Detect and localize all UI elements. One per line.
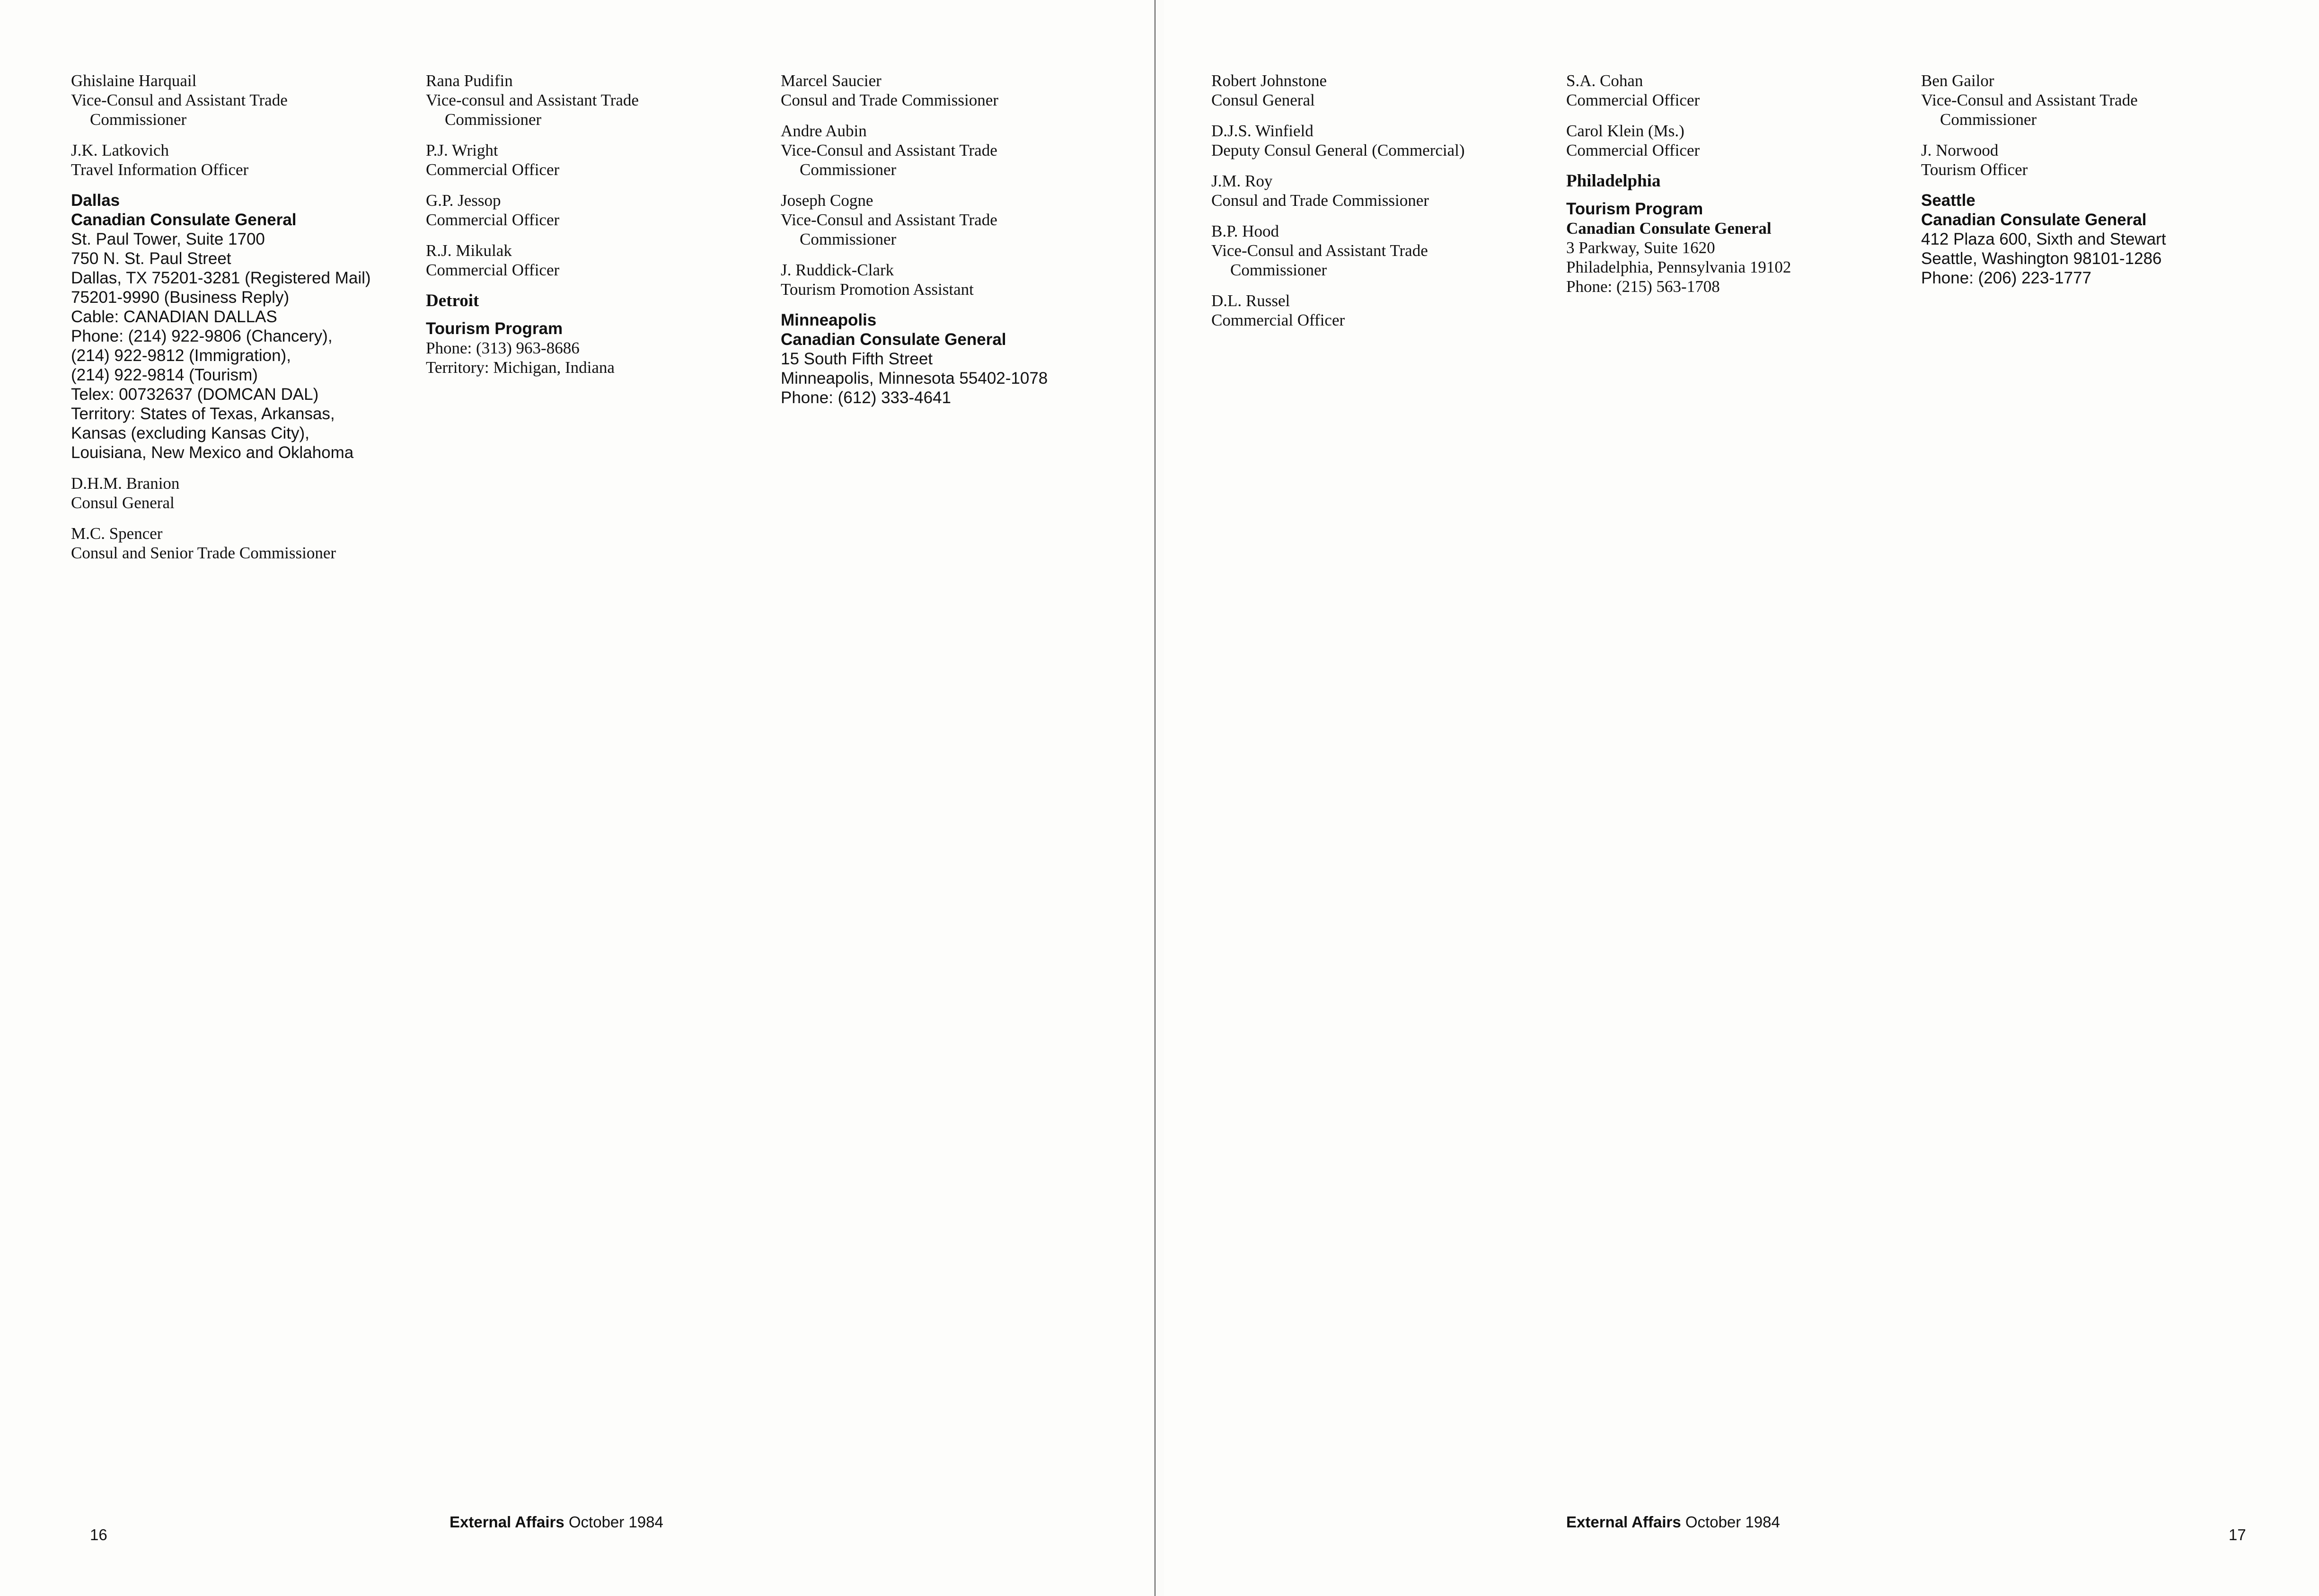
person-entry	[1211, 121, 1561, 160]
footer-date: October 1984	[1685, 1513, 1780, 1531]
entry-line: D.H.M. Branion	[71, 474, 180, 493]
entry-line: Dallas	[71, 191, 120, 210]
person-entry	[781, 191, 1131, 249]
office-entry	[781, 310, 1131, 407]
entry-line: Carol Klein (Ms.)	[1566, 122, 1684, 140]
office-entry	[426, 319, 776, 377]
person-entry	[71, 141, 421, 179]
entry-line: Ben Gailor	[1921, 71, 1994, 90]
entry-line: Commercial Officer	[426, 261, 560, 279]
footer-date: October 1984	[568, 1513, 663, 1531]
person-entry	[781, 121, 1131, 179]
entry-line: Vice-consul and Assistant Trade	[426, 91, 639, 109]
person-entry	[71, 71, 421, 129]
person-entry	[781, 260, 1131, 299]
entry-line: Louisiana, New Mexico and Oklahoma	[71, 443, 354, 462]
column-4	[1211, 71, 1561, 341]
entry-line: Commercial Officer	[1211, 311, 1345, 329]
entry-line: (214) 922-9812 (Immigration),	[71, 346, 291, 365]
person-entry	[1211, 291, 1561, 330]
section-heading	[1566, 171, 1916, 191]
entry-line: Commercial Officer	[1566, 141, 1700, 159]
entry-line: Vice-Consul and Assistant Trade	[1921, 91, 2138, 109]
office-entry	[71, 191, 421, 462]
person-entry	[1921, 141, 2271, 179]
entry-line: Territory: Michigan, Indiana	[426, 358, 615, 377]
entry-line: Canadian Consulate General	[781, 330, 1006, 349]
entry-line: Vice-Consul and Assistant Trade	[781, 211, 997, 229]
entry-line: Territory: States of Texas, Arkansas,	[71, 405, 335, 423]
entry-line: Deputy Consul General (Commercial)	[1211, 141, 1465, 159]
person-entry	[1566, 71, 1916, 110]
entry-line: Consul General	[1211, 91, 1315, 109]
entry-line: Tourism Program	[426, 319, 563, 338]
column-6	[1921, 71, 2271, 299]
page-number: 17	[2229, 1526, 2246, 1543]
office-entry	[1921, 191, 2271, 288]
entry-line: Seattle	[1921, 191, 1975, 210]
entry-line: Commissioner	[445, 110, 542, 129]
entry-line: Canadian Consulate General	[1921, 211, 2147, 229]
entry-line: P.J. Wright	[426, 141, 498, 159]
column-3	[781, 71, 1131, 419]
entry-line: Commissioner	[800, 230, 897, 248]
person-entry	[1211, 221, 1561, 280]
entry-line: Consul and Trade Commissioner	[1211, 191, 1429, 210]
entry-line: Vice-Consul and Assistant Trade	[71, 91, 288, 109]
entry-line: 15 South Fifth Street	[781, 350, 933, 368]
person-entry	[1566, 121, 1916, 160]
entry-line: 750 N. St. Paul Street	[71, 249, 231, 268]
entry-line: Commercial Officer	[1566, 91, 1700, 109]
entry-line: Detroit	[426, 291, 479, 310]
entry-line: Robert Johnstone	[1211, 71, 1327, 90]
left-page	[0, 0, 1155, 1596]
entry-line: 3 Parkway, Suite 1620	[1566, 238, 1715, 257]
person-entry	[71, 524, 421, 563]
entry-line: (214) 922-9814 (Tourism)	[71, 366, 258, 384]
entry-line: J. Norwood	[1921, 141, 1999, 159]
entry-line: Seattle, Washington 98101-1286	[1921, 249, 2162, 268]
entry-line: Commissioner	[1940, 110, 2037, 129]
person-entry	[1921, 71, 2271, 129]
entry-line: Phone: (206) 223-1777	[1921, 269, 2091, 287]
entry-line: Commissioner	[90, 110, 187, 129]
entry-line: Philadelphia	[1566, 171, 1661, 191]
person-entry	[71, 474, 421, 512]
entry-line: St. Paul Tower, Suite 1700	[71, 230, 265, 248]
entry-line: R.J. Mikulak	[426, 241, 512, 260]
entry-line: Phone: (612) 333-4641	[781, 388, 951, 407]
office-entry	[1566, 199, 1916, 296]
entry-line: Consul General	[71, 494, 175, 512]
entry-line: Cable: CANADIAN DALLAS	[71, 308, 277, 326]
entry-line: Philadelphia, Pennsylvania 19102	[1566, 258, 1791, 276]
footer-title: External Affairs	[1566, 1513, 1681, 1531]
entry-line: Vice-Consul and Assistant Trade	[781, 141, 997, 159]
entry-line: Travel Information Officer	[71, 160, 249, 179]
entry-line: Ghislaine Harquail	[71, 71, 197, 90]
entry-line: Tourism Promotion Assistant	[781, 280, 974, 299]
entry-line: D.L. Russel	[1211, 291, 1290, 310]
entry-line: Rana Pudifin	[426, 71, 513, 90]
person-entry	[1211, 171, 1561, 210]
entry-line: S.A. Cohan	[1566, 71, 1643, 90]
person-entry	[426, 141, 776, 179]
entry-line: Minneapolis, Minnesota 55402-1078	[781, 369, 1048, 388]
footer-title: External Affairs	[450, 1513, 564, 1531]
entry-line: Consul and Trade Commissioner	[781, 91, 998, 109]
entry-line: Consul and Senior Trade Commissioner	[71, 544, 336, 562]
entry-line: Commissioner	[1230, 261, 1327, 279]
entry-line: Tourism Officer	[1921, 160, 2028, 179]
page-footer	[450, 1513, 663, 1531]
entry-line: Tourism Program	[1566, 200, 1703, 218]
person-entry	[426, 71, 776, 129]
person-entry	[426, 241, 776, 280]
entry-line: 412 Plaza 600, Sixth and Stewart	[1921, 230, 2166, 248]
entry-line: Dallas, TX 75201-3281 (Registered Mail)	[71, 269, 371, 287]
entry-line: J.K. Latkovich	[71, 141, 169, 159]
entry-line: Commissioner	[800, 160, 897, 179]
person-entry	[1211, 71, 1561, 110]
column-2	[426, 71, 776, 388]
entry-line: Vice-Consul and Assistant Trade	[1211, 241, 1428, 260]
entry-line: G.P. Jessop	[426, 191, 501, 210]
right-page	[1164, 0, 2319, 1596]
person-entry	[426, 191, 776, 229]
entry-line: B.P. Hood	[1211, 222, 1279, 240]
entry-line: Canadian Consulate General	[1566, 219, 1772, 238]
entry-line: Commercial Officer	[426, 211, 560, 229]
entry-line: Telex: 00732637 (DOMCAN DAL)	[71, 385, 319, 404]
entry-line: Canadian Consulate General	[71, 211, 297, 229]
entry-line: Commercial Officer	[426, 160, 560, 179]
entry-line: Andre Aubin	[781, 122, 867, 140]
entry-line: Minneapolis	[781, 311, 877, 329]
column-1	[71, 71, 421, 574]
page-number: 16	[90, 1526, 107, 1543]
entry-line: J. Ruddick-Clark	[781, 261, 894, 279]
entry-line: Phone: (214) 922-9806 (Chancery),	[71, 327, 333, 345]
page-footer	[1566, 1513, 1780, 1531]
entry-line: M.C. Spencer	[71, 524, 163, 543]
section-heading	[426, 291, 776, 310]
entry-line: 75201-9990 (Business Reply)	[71, 288, 290, 307]
person-entry	[781, 71, 1131, 110]
entry-line: Phone: (215) 563-1708	[1566, 277, 1720, 296]
entry-line: Kansas (excluding Kansas City),	[71, 424, 309, 442]
entry-line: Marcel Saucier	[781, 71, 882, 90]
entry-line: Phone: (313) 963-8686	[426, 339, 580, 357]
column-5	[1566, 71, 1916, 308]
entry-line: D.J.S. Winfield	[1211, 122, 1314, 140]
entry-line: J.M. Roy	[1211, 172, 1273, 190]
entry-line: Joseph Cogne	[781, 191, 873, 210]
